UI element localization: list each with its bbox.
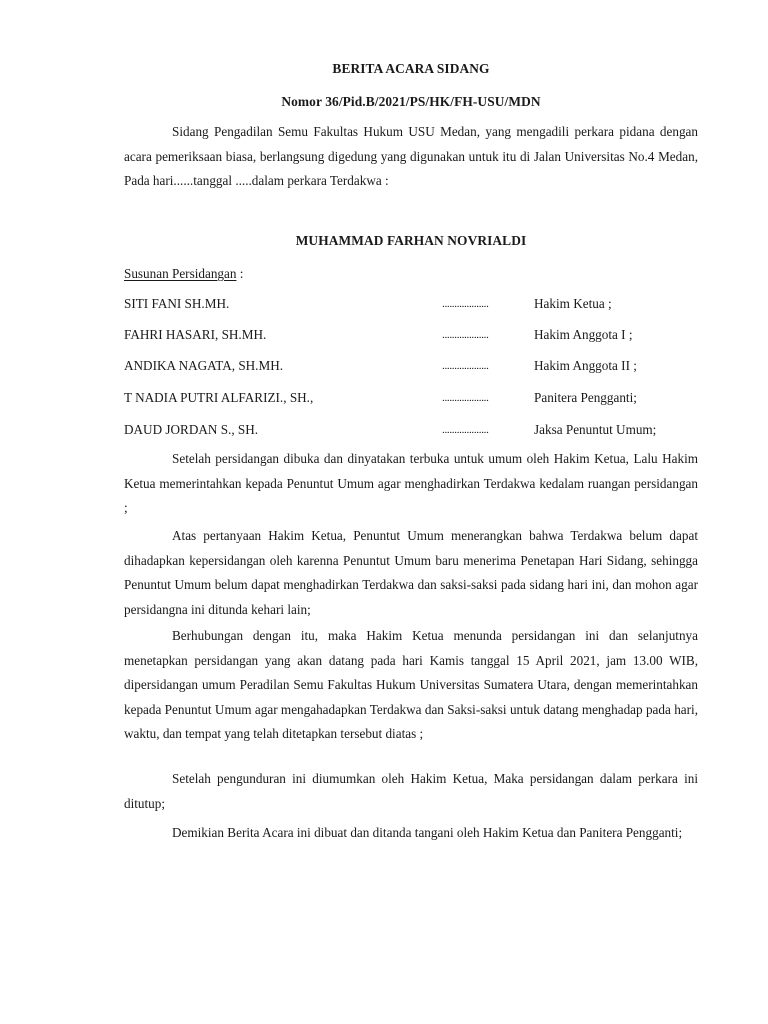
- member-role: Hakim Ketua ;: [534, 296, 612, 311]
- composition-row: [124, 389, 698, 407]
- member-dots: ...................: [442, 298, 489, 310]
- document-page: [124, 0, 698, 1024]
- member-dots: ...................: [442, 360, 489, 372]
- document-number: Nomor 36/Pid.B/2021/PS/HK/FH-USU/MDN: [281, 94, 541, 109]
- member-role: Hakim Anggota II ;: [534, 358, 637, 373]
- body-paragraph: Demikian Berita Acara ini dibuat dan ditanda tangani oleh Hakim Ketua dan Panitera Pengganti;: [172, 825, 683, 840]
- body-paragraph: Berhubungan dengan itu, maka Hakim Ketua menunda persidangan ini dan selanjutnya menetapkan persidangan yang akan datang pada hari Kamis tanggal 15 April 2021, jam 13.00 WIB, dipersidangan umum Peradilan Semu Fakultas Hukum Universitas Sumatera Utara, dengan memerintahkan kepada Penuntut Umum agar mengahadapkan Terdakwa dan Saksi-saksi untuk datang menghadap pada hari, waktu, dan tempat yang telah ditetapkan tersebut diatas ;: [124, 628, 698, 741]
- member-dots: ...................: [442, 392, 489, 404]
- composition-heading: [124, 265, 243, 283]
- intro-paragraph: Sidang Pengadilan Semu Fakultas Hukum USU Medan, yang mengadili perkara pidana dengan acara pemeriksaan biasa, berlangsung digedung yang digunakan untuk itu di Jalan Universitas No.4 Medan, Pada hari......tanggal .....dalam perkara Terdakwa :: [124, 124, 698, 188]
- member-name: SITI FANI SH.MH.: [124, 296, 230, 311]
- member-name: ANDIKA NAGATA, SH.MH.: [124, 358, 284, 373]
- member-role: Hakim Anggota I ;: [534, 327, 633, 342]
- composition-label: Susunan Persidangan: [124, 266, 237, 281]
- defendant-name: MUHAMMAD FARHAN NOVRIALDI: [295, 233, 527, 248]
- member-name: T NADIA PUTRI ALFARIZI., SH.,: [124, 390, 314, 405]
- member-name: FAHRI HASARI, SH.MH.: [124, 327, 267, 342]
- member-dots: ...................: [442, 329, 489, 341]
- body-paragraph: Atas pertanyaan Hakim Ketua, Penuntut Umum menerangkan bahwa Terdakwa belum dapat dihadapkan kepersidangan oleh karenna Penuntut Umum baru menerima Penetapan Hari Sidang, sehingga Penuntut Umum belum dapat menghadirkan Terdakwa dan saksi-saksi pada sidang hari ini, dan mohon agar persidangna ini ditunda kehari lain;: [124, 528, 698, 617]
- document-title: BERITA ACARA SIDANG: [332, 61, 490, 76]
- composition-row: [124, 326, 698, 344]
- member-name: DAUD JORDAN S., SH.: [124, 422, 259, 437]
- composition-row: [124, 421, 698, 439]
- composition-row: [124, 295, 698, 313]
- member-role: Panitera Pengganti;: [534, 390, 637, 405]
- member-role: Jaksa Penuntut Umum;: [534, 422, 657, 437]
- member-dots: ...................: [442, 424, 489, 436]
- body-paragraph: Setelah pengunduran ini diumumkan oleh Hakim Ketua, Maka persidangan dalam perkara ini ditutup;: [124, 771, 698, 811]
- composition-colon: :: [236, 266, 244, 281]
- body-paragraph: Setelah persidangan dibuka dan dinyatakan terbuka untuk umum oleh Hakim Ketua, Lalu Hakim Ketua memerintahkan kepada Penuntut Umum agar menghadirkan Terdakwa kedalam ruangan persidangan ;: [124, 451, 698, 515]
- composition-row: [124, 357, 698, 375]
